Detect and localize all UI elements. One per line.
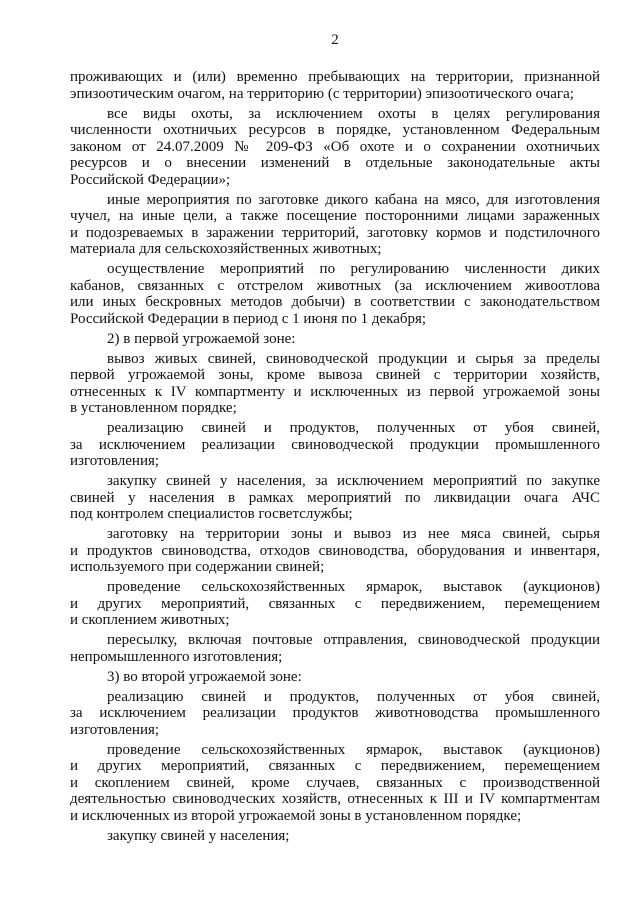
section-heading [70,669,600,686]
text-line: реализацию свиней и продуктов, полученных от убоя свиней, [107,420,600,436]
text-line: вывоз живых свиней, свиноводческой продукции и сырья за пределы [107,350,600,367]
text-line: и исключенных из второй угрожаемой зоны в установленном порядке; [70,807,522,824]
text-line: Российской Федерации»; [70,171,231,188]
paragraph [70,69,600,102]
text-line: деятельностью свиноводческих хозяйств, отнесенных к III и IV компартментам [70,791,600,807]
text-line: эпизоотическим очагом, на территорию (с территории) эпизоотического очага; [70,85,574,102]
text-line: и скоплением животных; [70,612,230,628]
text-line: изготовления; [70,721,160,738]
paragraph [70,742,600,825]
text-line: все виды охоты, за исключением охоты в целях регулирования [107,105,600,122]
section-heading [70,331,600,348]
text-line: реализацию свиней и продуктов, полученных от убоя свиней, [107,688,600,705]
paragraph [70,473,600,523]
text-line: закупку свиней у населения, за исключением мероприятий по закупке [107,473,600,489]
paragraph [70,420,600,470]
text-line: и других мероприятий, связанных с передвижением, перемещением [70,758,600,774]
text-line: отнесенных к IV компартменту и исключенных из первой угрожаемой зоны [70,383,600,400]
text-line: иные мероприятия по заготовке дикого кабана на мясо, для изготовления [107,191,600,208]
text-line: за исключением реализации свиноводческой продукции промышленного [70,436,600,453]
text-line: заготовку на территории зоны и вывоз из нее мяса свиней, сырья [107,526,600,542]
text-line: изготовления; [70,453,160,469]
paragraph [70,106,600,189]
text-line: используемого при содержании свиней; [70,559,325,575]
text-line: непромышленного изготовления; [70,648,283,665]
text-line: под контролем специалистов госветслужбы; [70,506,353,522]
text-line: за исключением реализации продуктов животноводства промышленного [70,705,600,721]
text-line: материала для сельскохозяйственных животных; [70,241,382,257]
text-line: 2) в первой угрожаемой зоне: [107,330,296,347]
text-line: Российской Федерации в период с 1 июня по 1 декабря; [70,310,427,327]
text-line: 3) во второй угрожаемой зоне: [107,668,302,685]
paragraph [70,192,600,258]
paragraph [70,689,600,739]
paragraph [70,828,600,845]
paragraph [70,526,600,576]
text-line: проведение сельскохозяйственных ярмарок, выставок (аукционов) [107,741,600,758]
text-line: ресурсов и о внесении изменений в отдельные законодательные акты [70,155,600,171]
text-line: проживающих и (или) временно пребывающих на территории, признанной [70,69,600,85]
paragraph [70,579,600,629]
text-line: закупку свиней у населения; [107,827,290,844]
text-line: проведение сельскохозяйственных ярмарок, выставок (аукционов) [107,579,600,595]
text-line: чучел, на иные цели, а также посещение посторонними лицами зараженных [70,208,600,224]
paragraph [70,351,600,417]
text-line: пересылку, включая почтовые отправления, свиноводческой продукции [107,632,600,648]
paragraph [70,261,600,327]
text-line: и скоплением свиней, кроме случаев, связанных с производственной [70,774,600,791]
text-line: законом от 24.07.2009 № 209-ФЗ «Об охоте и о сохранении охотничьих [70,138,600,155]
page-number: 2 [331,32,339,48]
text-line: или иных бескровных методов добычи) в соответствии с законодательством [70,294,600,310]
text-line: осуществление мероприятий по регулированию численности диких [107,261,600,277]
paragraph [70,632,600,665]
text-line: свиней у населения в рамках мероприятий по ликвидации очага АЧС [70,489,600,506]
text-line: и продуктов свиноводства, отходов свиноводства, оборудования и инвентаря, [70,542,600,559]
text-line: численности охотничьих ресурсов в порядке, установленном Федеральным [70,122,600,138]
text-line: первой угрожаемой зоны, кроме вывоза свиней с территории хозяйств, [70,367,600,383]
text-line: и подозреваемых в заражении территорий, заготовку кормов и подстилочного [70,224,600,241]
document-body [70,69,600,848]
text-line: кабанов, связанных с отстрелом животных (за исключением живоотлова [70,277,600,294]
text-line: и других мероприятий, связанных с передвижением, перемещением [70,595,600,612]
text-line: в установленном порядке; [70,400,237,416]
